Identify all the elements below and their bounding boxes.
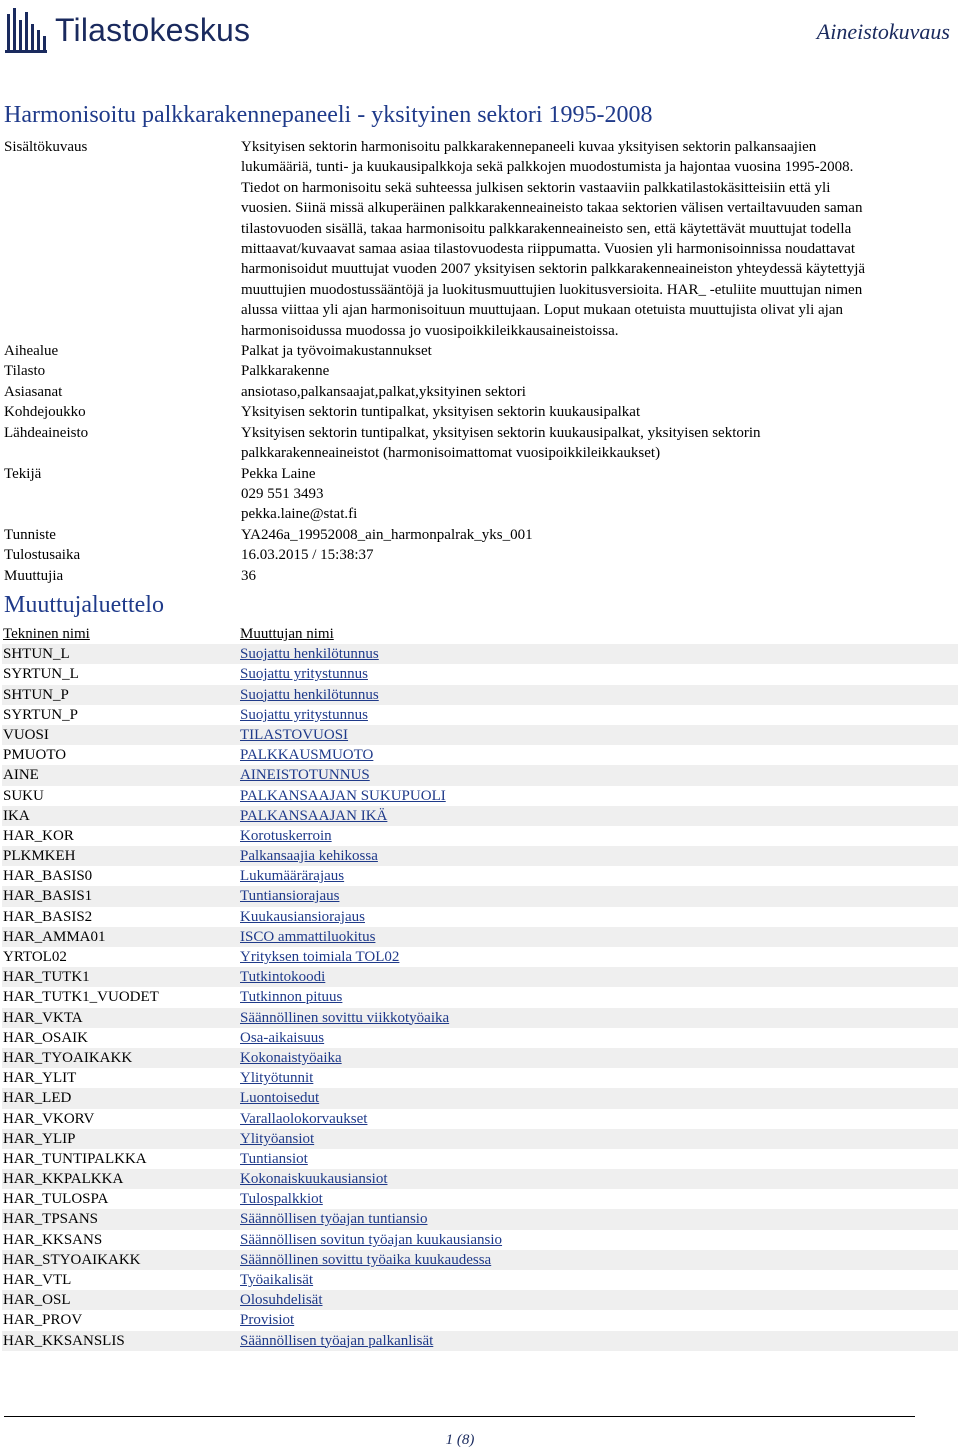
table-row xyxy=(2,927,958,947)
variable-name-cell xyxy=(240,927,958,947)
table-row xyxy=(2,1290,958,1310)
table-row xyxy=(2,806,958,826)
source-line: palkkarakenneaineistot (harmonisoimattomat vuosipoikkileikkaukset) xyxy=(241,445,661,462)
variable-name-cell xyxy=(240,705,958,725)
meta-label: Sisältökuvaus xyxy=(4,139,88,155)
meta-value: Palkkarakenne xyxy=(241,363,330,380)
description-line: Tiedot on harmonisoitu sekä suhteessa julkisen sektorin vastaaviin palkkatilastokäsitteisiin että yli xyxy=(241,179,831,196)
table-row xyxy=(2,685,958,705)
variable-name-link[interactable]: Säännöllinen sovittu työaika kuukaudessa xyxy=(240,1251,492,1268)
meta-value: 16.03.2015 / 15:38:37 xyxy=(241,547,374,564)
meta-value xyxy=(241,423,956,464)
variable-name-link[interactable]: Varallaolokorvaukset xyxy=(240,1110,368,1127)
tilastokeskus-logo xyxy=(5,4,250,56)
table-row xyxy=(2,1250,958,1270)
meta-label: Muuttujia xyxy=(4,567,64,584)
logo-text: Tilastokeskus xyxy=(55,12,251,48)
variable-tech-name: HAR_BASIS2 xyxy=(3,908,93,925)
table-row xyxy=(2,644,958,664)
description-line: harmonisoidut muuttujat vuoden 2007 yksityisen sektorin palkkarakenneaineiston yhteydessä käytettyjä xyxy=(241,261,866,278)
table-row xyxy=(2,1310,958,1330)
variable-tech-name: VUOSI xyxy=(3,726,49,743)
description-line: vuosien. Siinä missä alkuperäinen palkkarakenneaineisto takaa sektorien välisen vertailtavuuden saman xyxy=(241,200,863,217)
meta-value: Yksityisen sektorin tuntipalkat, yksityisen sektorin kuukausipalkat xyxy=(241,404,641,421)
table-row xyxy=(2,1209,958,1229)
variable-tech-name: HAR_YLIT xyxy=(3,1070,77,1087)
variable-tech-name: AINE xyxy=(3,767,39,784)
meta-label: Asiasanat xyxy=(4,383,63,400)
variable-tech-name: HAR_VKORV xyxy=(3,1110,95,1127)
table-row xyxy=(2,765,958,785)
variable-name-cell xyxy=(240,1068,958,1088)
table-row xyxy=(2,1169,958,1189)
variable-tech-name: HAR_KOR xyxy=(3,827,74,844)
meta-value: ansiotaso,palkansaajat,palkat,yksityinen sektori xyxy=(241,383,526,400)
variable-name-cell xyxy=(240,765,958,785)
meta-row-sisaltokuvaus xyxy=(4,137,956,341)
table-row xyxy=(2,967,958,987)
variable-name-cell xyxy=(240,826,958,846)
variable-name-link[interactable]: Provisiot xyxy=(240,1312,295,1329)
variable-name-cell xyxy=(240,947,958,967)
table-row xyxy=(2,705,958,725)
variable-name-link[interactable]: Lukumäärärajaus xyxy=(240,868,345,885)
variable-tech-name: SUKU xyxy=(3,787,44,804)
variable-tech-name: YRTOL02 xyxy=(3,949,67,965)
variable-tech-name: HAR_KKSANS xyxy=(3,1231,103,1248)
variable-name-cell xyxy=(240,745,958,765)
meta-row-lahdeaineisto xyxy=(4,423,956,464)
variable-name-cell xyxy=(240,1189,958,1209)
table-row xyxy=(2,1331,958,1351)
variable-name-cell xyxy=(240,1109,958,1129)
variable-name-link[interactable]: Yrityksen toimiala TOL02 xyxy=(240,949,400,965)
variable-name-link[interactable]: Tulospalkkiot xyxy=(240,1191,323,1208)
meta-label: Tulostusaika xyxy=(4,547,81,564)
table-row xyxy=(2,1008,958,1028)
variable-tech-name: HAR_TYOAIKAKK xyxy=(3,1049,133,1066)
variable-tech-name: HAR_KKPALKKA xyxy=(3,1171,124,1188)
variable-tech-name: SYRTUN_L xyxy=(3,666,79,683)
variable-name-link[interactable]: Ylityöansiot xyxy=(240,1130,315,1147)
variable-tech-name: HAR_STYOAIKAKK xyxy=(3,1251,141,1268)
variable-tech-name: HAR_TUTK1_VUODET xyxy=(3,989,159,1006)
variable-name-link[interactable]: Kuukausiansiorajaus xyxy=(240,908,365,925)
variable-tech-name: HAR_YLIP xyxy=(3,1130,76,1147)
meta-row-tekija xyxy=(4,464,956,525)
variable-name-cell xyxy=(240,1028,958,1048)
variable-name-cell xyxy=(240,1149,958,1169)
description-line: lukumääriä, tunti- ja kuukausipalkkoja sekä palkkojen muodostumista ja hajontaa vuosina 1995-2008. xyxy=(241,159,854,176)
variable-tech-name: HAR_PROV xyxy=(3,1312,83,1329)
meta-row-tunniste xyxy=(4,525,956,545)
table-row xyxy=(2,1028,958,1048)
metadata-table xyxy=(4,137,956,586)
variable-tech-name: IKA xyxy=(3,807,30,824)
variable-name-link[interactable]: Suojattu henkilötunnus xyxy=(240,686,379,703)
variable-name-link[interactable]: Suojattu yritystunnus xyxy=(240,706,368,723)
meta-label: Tunniste xyxy=(4,526,56,543)
variable-name-link[interactable]: Ylityötunnit xyxy=(240,1070,314,1087)
meta-row-kohdejoukko xyxy=(4,402,956,422)
author-email: pekka.laine@stat.fi xyxy=(241,506,358,523)
variable-tech-name: SHTUN_L xyxy=(3,646,70,663)
variable-name-cell xyxy=(240,1088,958,1108)
variable-tech-name: PMUOTO xyxy=(3,747,67,764)
meta-label: Aihealue xyxy=(4,343,59,360)
variable-name-link[interactable]: PALKKAUSMUOTO xyxy=(240,747,374,764)
meta-value: YA246a_19952008_ain_harmonpalrak_yks_001 xyxy=(241,526,533,543)
variable-name-link[interactable]: Suojattu henkilötunnus xyxy=(240,646,379,663)
meta-value: Palkat ja työvoimakustannukset xyxy=(241,343,432,360)
meta-row-aihealue xyxy=(4,341,956,361)
table-row xyxy=(2,1149,958,1169)
description-line: tilastovuoden sisällä, takaa harmonisoitu palkkarakenneaineisto sen, että käytettävät muuttujat todella xyxy=(241,220,852,237)
variable-name-link[interactable]: Työaikalisät xyxy=(240,1272,314,1288)
author-info xyxy=(241,464,956,525)
variable-name-cell xyxy=(240,907,958,927)
table-row xyxy=(2,1109,958,1129)
meta-label: Lähdeaineisto xyxy=(4,424,89,441)
variable-name-link[interactable]: PALKANSAAJAN SUKUPUOLI xyxy=(240,787,446,804)
table-row xyxy=(2,866,958,886)
variable-name-link[interactable]: Säännöllisen sovitun työajan kuukausiansio xyxy=(240,1231,503,1248)
description-line: mittaavat/kuvaavat samaa asiaa tilastovuodesta riippumatta. Vuosien yli harmonisoinnissa noudattavat xyxy=(241,241,856,258)
variable-name-link[interactable]: PALKANSAAJAN IKÄ xyxy=(240,807,388,824)
variable-tech-name: HAR_BASIS0 xyxy=(3,868,93,885)
table-row xyxy=(2,826,958,846)
variable-tech-name: SHTUN_P xyxy=(3,686,69,703)
table-row xyxy=(2,745,958,765)
meta-row-asiasanat xyxy=(4,382,956,402)
variable-tech-name: HAR_TPSANS xyxy=(3,1211,99,1228)
variable-name-link[interactable]: Kokonaiskuukausiansiot xyxy=(240,1171,388,1188)
footer-divider xyxy=(4,1416,915,1417)
variable-list xyxy=(2,624,958,1351)
source-line: Yksityisen sektorin tuntipalkat, yksityisen sektorin kuukausipalkat, yksityisen sektorin xyxy=(241,424,761,441)
variable-tech-name: PLKMKEH xyxy=(3,848,76,865)
variable-name-cell xyxy=(240,1169,958,1189)
meta-value: 36 xyxy=(241,567,256,584)
variable-name-cell xyxy=(240,1129,958,1149)
page-number: 1 (8) xyxy=(445,1432,475,1448)
page-header xyxy=(0,0,960,60)
table-row xyxy=(2,1230,958,1250)
variable-name-link[interactable]: ISCO ammattiluokitus xyxy=(240,928,376,945)
variable-name-link[interactable]: Tutkinnon pituus xyxy=(240,989,343,1006)
variable-name-link[interactable]: Olosuhdelisät xyxy=(240,1292,323,1309)
variable-name-cell xyxy=(240,1230,958,1250)
table-row xyxy=(2,907,958,927)
table-row xyxy=(2,786,958,806)
variable-tech-name: HAR_TUNTIPALKKA xyxy=(3,1150,147,1167)
description-line: alussa viittaa yli ajan harmonisoituun muuttujaan. Loput mukaan otetuista muuttujista olivat yli ajan xyxy=(241,302,843,319)
table-row xyxy=(2,987,958,1007)
variable-name-link[interactable]: Palkansaajia kehikossa xyxy=(240,848,378,865)
variable-name-link[interactable]: Luontoisedut xyxy=(240,1090,320,1107)
variable-tech-name: HAR_LED xyxy=(3,1090,72,1107)
meta-row-tulostusaika xyxy=(4,545,956,565)
variable-name-cell xyxy=(240,1209,958,1229)
variable-list-header xyxy=(2,624,958,644)
variable-tech-name: HAR_VTL xyxy=(3,1272,72,1288)
table-row xyxy=(2,1189,958,1209)
variable-name-cell xyxy=(240,1310,958,1330)
variable-tech-name: HAR_TULOSPA xyxy=(3,1191,109,1208)
table-row xyxy=(2,846,958,866)
meta-row-muuttujia xyxy=(4,566,956,586)
section-title: Muuttujaluettelo xyxy=(4,592,164,618)
variable-tech-name: HAR_VKTA xyxy=(3,1009,83,1026)
variable-name-link[interactable]: Tutkintokoodi xyxy=(240,969,326,986)
variable-name-link[interactable]: AINEISTOTUNNUS xyxy=(240,767,370,784)
meta-label: Tekijä xyxy=(4,465,42,482)
variable-name-cell xyxy=(240,987,958,1007)
table-row xyxy=(2,725,958,745)
variable-name-cell xyxy=(240,725,958,745)
variable-rows xyxy=(2,644,958,1351)
author-name: Pekka Laine xyxy=(241,465,316,482)
variable-tech-name: HAR_OSL xyxy=(3,1292,71,1309)
document-type: Aineistokuvaus xyxy=(816,19,950,44)
description-line: Yksityisen sektorin harmonisoitu palkkarakennepaneeli kuvaa yksityisen sektorin palkansaajien xyxy=(241,139,817,155)
table-row xyxy=(2,1129,958,1149)
variable-name-link[interactable]: Kokonaistyöaika xyxy=(240,1049,342,1066)
variable-tech-name: HAR_BASIS1 xyxy=(3,888,93,905)
variable-tech-name: SYRTUN_P xyxy=(3,706,78,723)
variable-tech-name: HAR_TUTK1 xyxy=(3,969,90,986)
variable-name-link[interactable]: TILASTOVUOSI xyxy=(240,726,349,743)
variable-tech-name: HAR_KKSANSLIS xyxy=(3,1332,125,1349)
variable-name-link[interactable]: Säännöllisen työajan palkanlisät xyxy=(240,1332,434,1349)
table-row xyxy=(2,1068,958,1088)
column-header-name: Muuttujan nimi xyxy=(240,626,334,642)
variable-name-link[interactable]: Tuntiansiot xyxy=(240,1150,308,1167)
variable-name-link[interactable]: Säännöllinen sovittu viikkotyöaika xyxy=(240,1009,450,1026)
variable-name-link[interactable]: Osa-aikaisuus xyxy=(240,1029,325,1046)
table-row xyxy=(2,1270,958,1290)
author-phone: 029 551 3493 xyxy=(241,485,324,502)
meta-row-tilasto xyxy=(4,361,956,381)
variable-name-cell xyxy=(240,1008,958,1028)
variable-name-link[interactable]: Tuntiansiorajaus xyxy=(240,888,340,905)
variable-name-cell xyxy=(240,786,958,806)
table-row xyxy=(2,886,958,906)
variable-name-cell xyxy=(240,967,958,987)
variable-name-cell xyxy=(240,664,958,684)
variable-name-link[interactable]: Korotuskerroin xyxy=(240,827,332,844)
meta-label: Tilasto xyxy=(4,363,46,380)
variable-name-cell xyxy=(240,846,958,866)
variable-tech-name: HAR_OSAIK xyxy=(3,1029,89,1046)
description-line: harmonisoidussa muodossa jo vuosipoikkileikkausaineistoissa. xyxy=(241,322,619,339)
variable-name-cell xyxy=(240,1290,958,1310)
table-row xyxy=(2,664,958,684)
variable-name-cell xyxy=(240,866,958,886)
variable-name-cell xyxy=(240,886,958,906)
variable-name-cell xyxy=(240,806,958,826)
variable-name-link[interactable]: Suojattu yritystunnus xyxy=(240,666,368,683)
description-text xyxy=(241,137,956,341)
table-row xyxy=(2,1088,958,1108)
table-row xyxy=(2,947,958,967)
description-line: muuttujien muodostussääntöjä ja luokitusmuuttujien luokitusversioita. HAR_ -etuliite muuttujan nimen xyxy=(241,281,863,298)
variable-name-link[interactable]: Säännöllisen työajan tuntiansio xyxy=(240,1211,428,1228)
variable-name-cell xyxy=(240,1331,958,1351)
meta-label: Kohdejoukko xyxy=(4,404,86,421)
variable-name-cell xyxy=(240,1270,958,1290)
table-row xyxy=(2,1048,958,1068)
page-title: Harmonisoitu palkkarakennepaneeli - yksityinen sektori 1995-2008 xyxy=(4,102,653,128)
bar-chart-logo-icon xyxy=(5,4,49,56)
variable-name-cell xyxy=(240,1048,958,1068)
variable-name-cell xyxy=(240,685,958,705)
variable-tech-name: HAR_AMMA01 xyxy=(3,928,106,945)
variable-name-cell xyxy=(240,644,958,664)
column-header-tech: Tekninen nimi xyxy=(3,626,90,642)
variable-name-cell xyxy=(240,1250,958,1270)
